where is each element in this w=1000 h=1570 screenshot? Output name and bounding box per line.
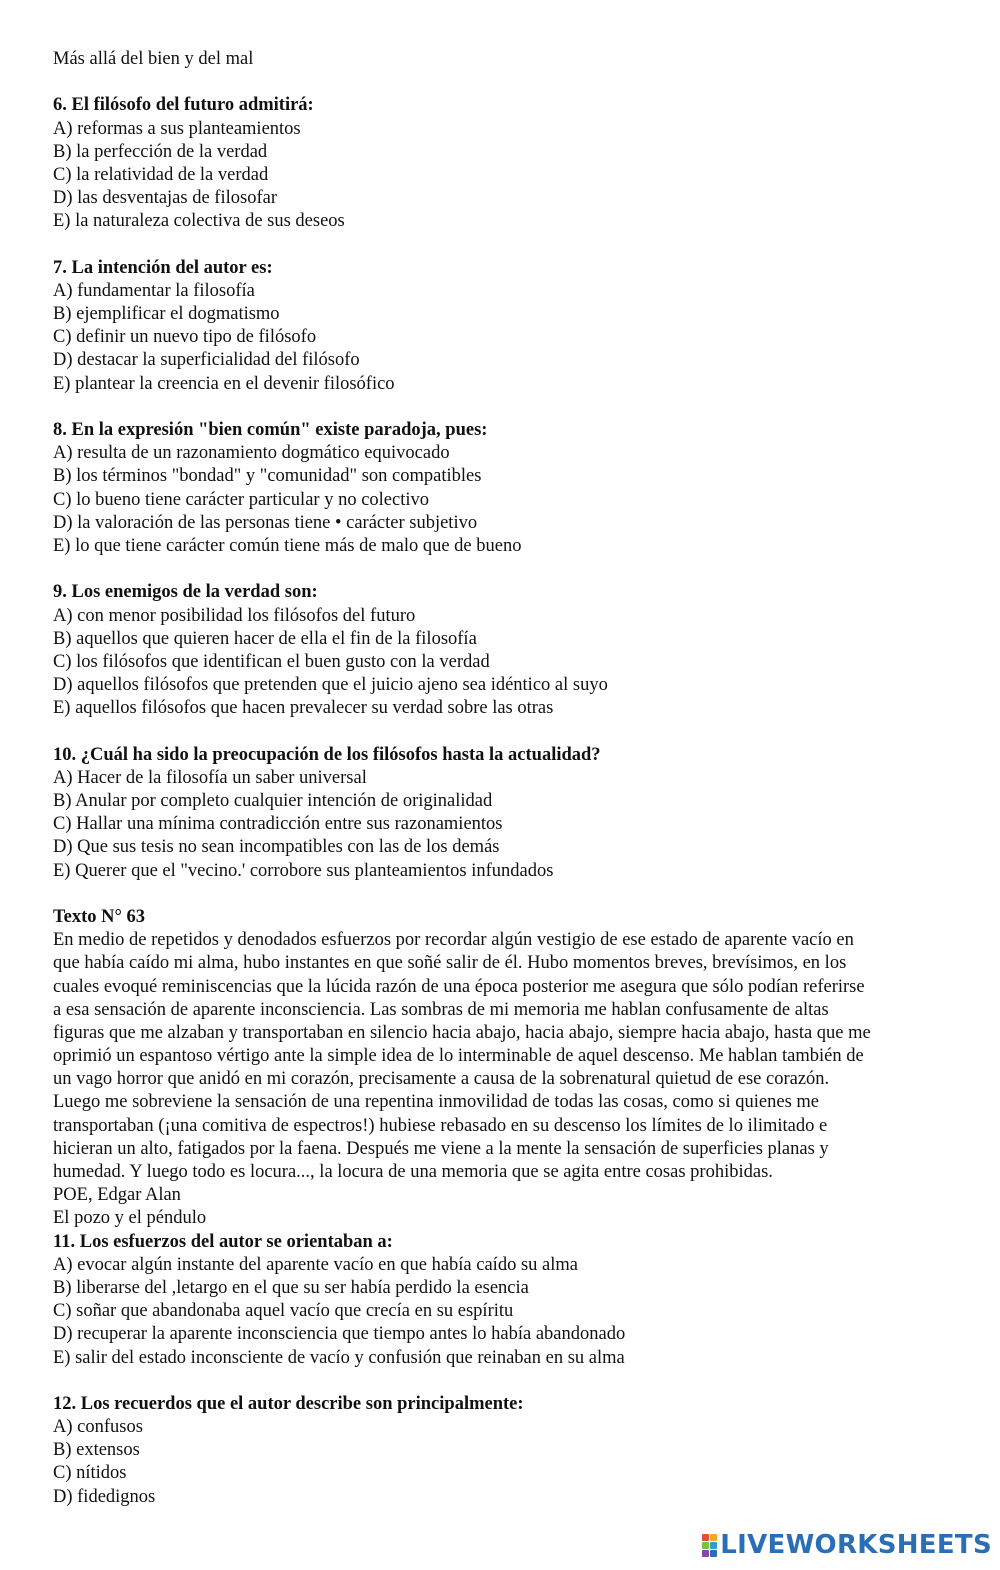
passage-work: El pozo y el péndulo <box>53 1208 207 1229</box>
answer-option: B) aquellos que quieren hacer de ella el fin de la filosofía <box>53 628 477 649</box>
answer-option: B) extensos <box>53 1440 140 1461</box>
answer-option: A) fundamentar la filosofía <box>53 280 255 301</box>
answer-option: D) recuperar la aparente inconsciencia que tiempo antes lo había abandonado <box>53 1324 626 1345</box>
spacer <box>53 720 953 743</box>
answer-option: E) lo que tiene carácter común tiene más de malo que de bueno <box>53 535 522 556</box>
question-title: 7. La intención del autor es: <box>53 257 273 278</box>
question-title: 10. ¿Cuál ha sido la preocupación de los filósofos hasta la actualidad? <box>53 744 601 765</box>
liveworksheets-logo[interactable] <box>702 1530 992 1560</box>
answer-option: C) definir un nuevo tipo de filósofo <box>53 327 317 348</box>
answer-option: A) confusos <box>53 1417 143 1438</box>
question-block <box>53 94 953 233</box>
answer-option: D) aquellos filósofos que pretenden que el juicio ajeno sea idéntico al suyo <box>53 675 608 696</box>
answer-option: D) las desventajas de filosofar <box>53 188 277 209</box>
passage-line: hicieran un alto, fatigados por la faena. Después me viene a la mente la sensación de superficies planas y <box>53 1138 829 1159</box>
logo-square <box>710 1534 717 1541</box>
passage-line: cuales evoqué reminiscencias que la lúcida razón de una época posterior me asegura que sólo podían referirse <box>53 976 865 997</box>
answer-option: B) la perfección de la verdad <box>53 141 268 162</box>
passage-title: Texto N° 63 <box>53 906 146 927</box>
logo-square <box>710 1550 717 1557</box>
question-title: 9. Los enemigos de la verdad son: <box>53 582 318 603</box>
logo-square <box>702 1542 709 1549</box>
spacer <box>53 71 953 94</box>
logo-square <box>702 1550 709 1557</box>
question-title: 8. En la expresión "bien común" existe paradoja, pues: <box>53 420 488 440</box>
logo-square <box>710 1542 717 1549</box>
answer-option: B) los términos "bondad" y "comunidad" son compatibles <box>53 466 482 487</box>
question-block <box>53 1393 953 1509</box>
reading-passage <box>53 906 953 1231</box>
answer-option: A) con menor posibilidad los filósofos del futuro <box>53 605 416 626</box>
answer-option: D) destacar la superficialidad del filósofo <box>53 350 360 371</box>
source-heading: Más allá del bien y del mal <box>53 49 254 69</box>
passage-author: POE, Edgar Alan <box>53 1185 181 1206</box>
passage-line: un vago horror que anidó en mi corazón, precisamente a causa de la sobrenatural quietud de ese corazón. <box>53 1069 830 1090</box>
answer-option: E) plantear la creencia en el devenir filosófico <box>53 373 395 394</box>
spacer <box>53 558 953 581</box>
worksheet-page <box>53 48 953 1509</box>
answer-option: A) evocar algún instante del aparente vacío en que había caído su alma <box>53 1254 578 1275</box>
passage-line: Luego me sobreviene la sensación de una repentina inmovilidad de todas las cosas, como si quienes me <box>53 1092 819 1113</box>
question-title: 11. Los esfuerzos del autor se orientaban a: <box>53 1231 393 1252</box>
passage-line: humedad. Y luego todo es locura..., la locura de una memoria que se agita entre cosas prohibidas. <box>53 1162 773 1182</box>
passage-line: a esa sensación de aparente inconsciencia. Las sombras de mi memoria me hablan confusamente de altas <box>53 999 829 1020</box>
answer-option: A) Hacer de la filosofía un saber universal <box>53 767 367 788</box>
question-block <box>53 419 953 558</box>
answer-option: E) aquellos filósofos que hacen prevalecer su verdad sobre las otras <box>53 698 554 719</box>
spacer <box>53 396 953 419</box>
passage-line: oprimió un espantoso vértigo ante la simple idea de lo interminable de aquel descenso. Me hablan también de <box>53 1046 864 1067</box>
spacer <box>53 883 953 906</box>
answer-option: C) Hallar una mínima contradicción entre sus razonamientos <box>53 814 503 835</box>
answer-option: C) lo bueno tiene carácter particular y no colectivo <box>53 489 429 510</box>
logo-text: LIVEWORKSHEETS <box>720 1530 992 1560</box>
answer-option: E) salir del estado inconsciente de vacío y confusión que reinaban en su alma <box>53 1347 625 1368</box>
answer-option: E) la naturaleza colectiva de sus deseos <box>53 211 345 232</box>
answer-option: D) fidedignos <box>53 1486 156 1507</box>
answer-option: B) liberarse del ,letargo en el que su ser había perdido la esencia <box>53 1277 529 1298</box>
question-title: 6. El filósofo del futuro admitirá: <box>53 95 314 116</box>
answer-option: E) Querer que el "vecino.' corrobore sus planteamientos infundados <box>53 860 554 881</box>
answer-option: D) la valoración de las personas tiene • carácter subjetivo <box>53 512 478 533</box>
answer-option: C) nítidos <box>53 1463 127 1484</box>
passage-line: que había caído mi alma, hubo instantes en que soñé salir de él. Hubo momentos breves, brevísimos, en los <box>53 953 847 974</box>
question-block <box>53 257 953 396</box>
answer-option: C) los filósofos que identifican el buen gusto con la verdad <box>53 651 490 672</box>
question-block <box>53 1231 953 1370</box>
question-block <box>53 581 953 720</box>
logo-grid-icon <box>702 1534 717 1557</box>
question-title: 12. Los recuerdos que el autor describe son principalmente: <box>53 1393 524 1414</box>
question-block <box>53 744 953 883</box>
passage-line: En medio de repetidos y denodados esfuerzos por recordar algún vestigio de ese estado de aparente vacío en <box>53 930 854 951</box>
spacer <box>53 234 953 257</box>
passage-line: transportaban (¡una comitiva de espectros!) hubiese rebasado en su descenso los límites de lo ilimitado e <box>53 1115 828 1136</box>
answer-option: C) soñar que abandonaba aquel vacío que crecía en su espíritu <box>53 1301 514 1322</box>
answer-option: C) la relatividad de la verdad <box>53 164 269 185</box>
passage-line: figuras que me alzaban y transportaban en silencio hacia abajo, hacia abajo, siempre hacia abajo, hasta que me <box>53 1022 871 1043</box>
answer-option: D) Que sus tesis no sean incompatibles con las de los demás <box>53 837 500 858</box>
answer-option: A) resulta de un razonamiento dogmático equivocado <box>53 443 450 464</box>
logo-square <box>702 1534 709 1541</box>
answer-option: A) reformas a sus planteamientos <box>53 118 301 139</box>
spacer <box>53 1370 953 1393</box>
answer-option: B) Anular por completo cualquier intención de originalidad <box>53 791 493 811</box>
answer-option: B) ejemplificar el dogmatismo <box>53 304 280 325</box>
